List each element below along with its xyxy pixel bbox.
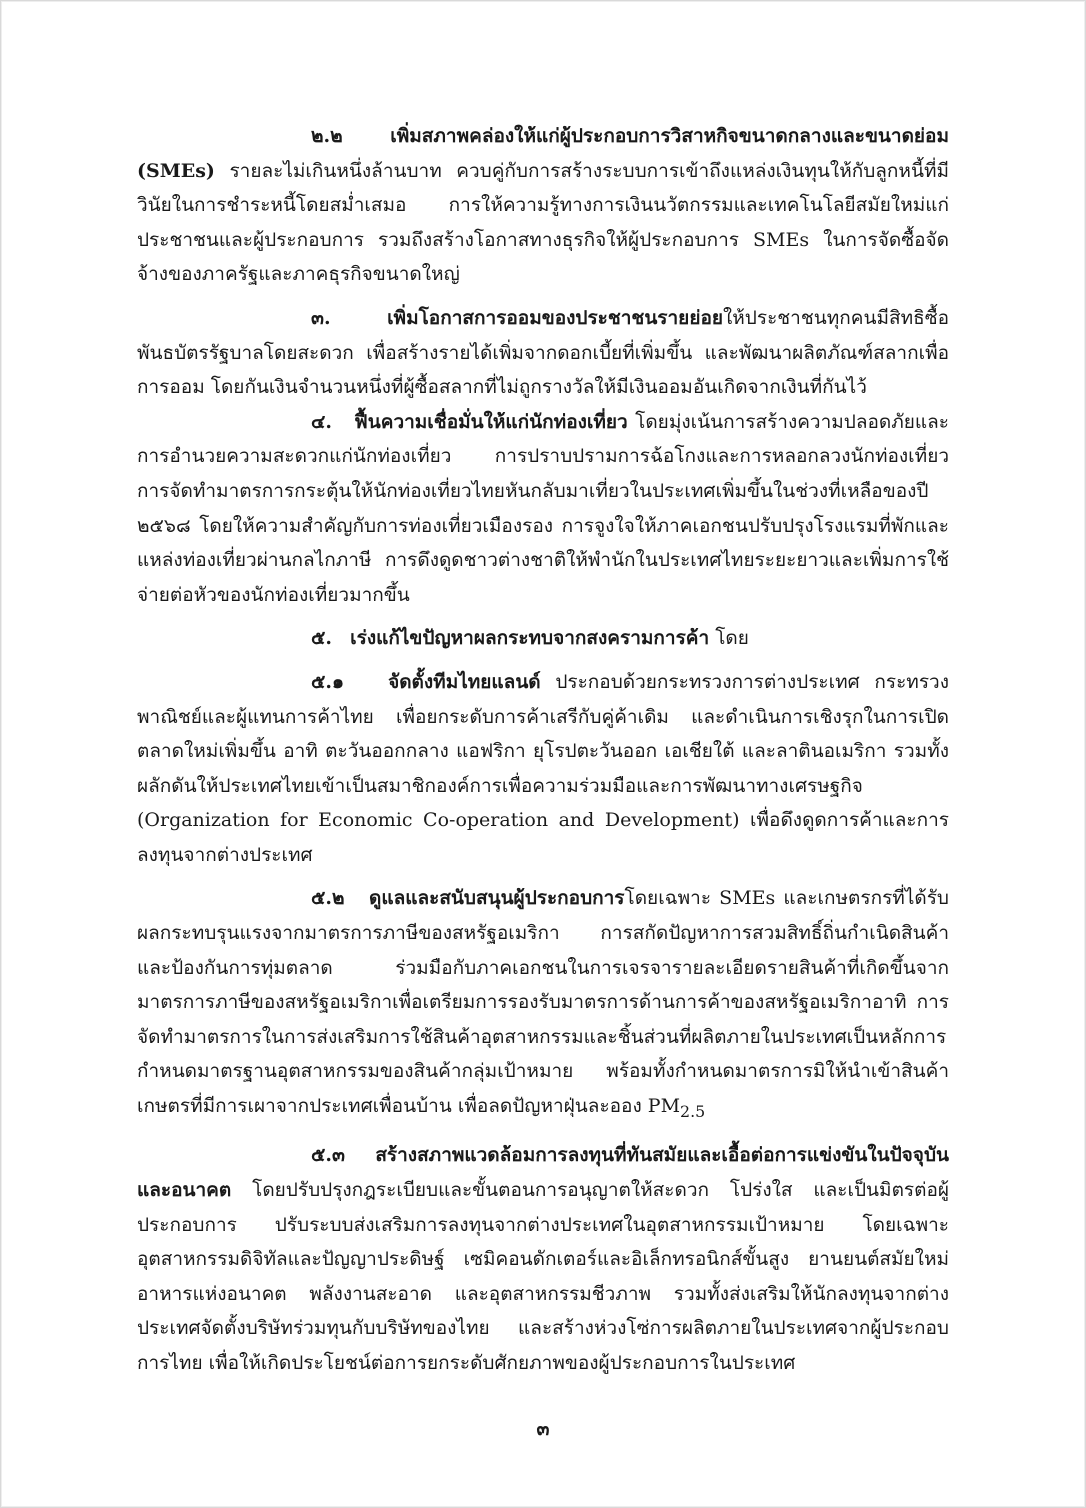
page-number: ๓	[536, 1418, 550, 1440]
paragraph-text: โดยปรับปรุงกฎระเบียบและขั้นตอนการอนุญาตให้สะดวก โปร่งใส และเป็นมิตรต่อผู้ประกอบการ ปรับระบบส่งเสริมการลงทุนจากต่างประเทศในอุตสาหกรรมเป้าหมาย โดยเฉพาะอุตสาหกรรมดิจิทัลและปัญญาประดิษฐ์ เซมิคอนดักเตอร์และอิเล็กทรอนิกส์ขั้นสูง ยานยนต์สมัยใหม่อาหารแห่งอนาคต พลังงานสะอาด และอุตสาหกรรมชีวภาพ รวมทั้งส่งเสริมให้นักลงทุนจากต่างประเทศจัดตั้งบริษัทร่วมทุนกับบริษัทของไทย และสร้างห่วงโซ่การผลิตภายในประเทศจากผู้ประกอบการไทย เพื่อให้เกิดประโยชน์ต่อการยกระดับศักยภาพของผู้ประกอบการในประเทศ	[137, 1179, 949, 1374]
paragraph-number: ๒.๒	[311, 125, 343, 147]
paragraph-heading: ดูแลและสนับสนุนผู้ประกอบการ	[369, 887, 625, 910]
paragraph-number: ๕.๓	[311, 1144, 345, 1167]
paragraph-text: ให้ประชาชนทุกคนมีสิทธิซื้อพันธบัตรรัฐบาลโดยสะดวก เพื่อสร้างรายได้เพิ่มจากดอกเบี้ยที่เพิ่มขึ้น และพัฒนาผลิตภัณฑ์สลากเพื่อการออม โดยกันเงินจำนวนหนึ่งที่ผู้ซื้อสลากที่ไม่ถูกรางวัลให้มีเงินออมอันเกิดจากเงินที่กันไว้	[137, 306, 949, 399]
paragraph-heading: สร้างสภาพแวดล้อมการลงทุนที่ทันสมัยและเอื้อต่อการแข่งขันในปัจจุบันและอนาคต	[137, 1144, 949, 1202]
paragraph-heading: เพิ่มโอกาสการออมของประชาชนรายย่อย	[387, 306, 723, 329]
paragraph-text: ประกอบด้วยกระทรวงการต่างประเทศ กระทรวงพาณิชย์และผู้แทนการค้าไทย เพื่อยกระดับการค้าเสรีกับคู่ค้าเดิม และดำเนินการเชิงรุกในการเปิดตลาดใหม่เพิ่มขึ้น อาทิ ตะวันออกกลาง แอฟริกา ยุโรปตะวันออก เอเชียใต้ และลาตินอเมริกา รวมทั้งผลักดันให้ประเทศไทยเข้าเป็นสมาชิกองค์การเพื่อความร่วมมือและการพัฒนาทางเศรษฐกิจ (Organization for Economic Co-operation and Development) เพื่อดึงดูดการค้าและการลงทุนจากต่างประเทศ	[137, 670, 949, 866]
pm-subscript: 2.5	[680, 1101, 706, 1121]
paragraph-2-2	[137, 119, 949, 292]
paragraph-number: ๕.๒	[311, 887, 345, 910]
paragraph-heading: จัดตั้งทีมไทยแลนด์	[388, 670, 541, 693]
paragraph-text: โดย	[715, 627, 749, 650]
paragraph-5-2	[137, 881, 949, 1129]
paragraph-heading: ฟื้นความเชื่อมั่นให้แก่นักท่องเที่ยว	[354, 410, 628, 433]
paragraph-text: โดยมุ่งเน้นการสร้างความปลอดภัยและการอำนวยความสะดวกแก่นักท่องเที่ยว การปราบปรามการฉ้อโกงและการหลอกลวงนักท่องเที่ยว การจัดทำมาตรการกระตุ้นให้นักท่องเที่ยวไทยหันกลับมาเที่ยวในประเทศเพิ่มขึ้นในช่วงที่เหลือของปี ๒๕๖๘ โดยให้ความสำคัญกับการท่องเที่ยวเมืองรอง การจูงใจให้ภาคเอกชนปรับปรุงโรงแรมที่พักและแหล่งท่องเที่ยวผ่านกลไกภาษี การดึงดูดชาวต่างชาติให้พำนักในประเทศไทยระยะยาวและเพิ่มการใช้จ่ายต่อหัวของนักท่องเที่ยวมากขึ้น	[137, 410, 949, 606]
paragraph-number: ๔.	[311, 410, 332, 433]
paragraph-number: ๕.๑	[311, 670, 345, 693]
paragraph-number: ๓.	[311, 306, 331, 329]
paragraph-number: ๕.	[311, 627, 332, 650]
paragraph-3	[137, 301, 949, 405]
paragraph-5	[137, 621, 949, 656]
paragraph-heading: เร่งแก้ไขปัญหาผลกระทบจากสงครามการค้า	[350, 627, 710, 650]
document-body	[137, 119, 949, 1381]
paragraph-4	[137, 405, 949, 613]
paragraph-text: โดยเฉพาะ SMEs และเกษตรกรที่ได้รับผลกระทบรุนแรงจากมาตรการภาษีของสหรัฐอเมริกา การสกัดปัญหาการสวมสิทธิ์ถิ่นกำเนิดสินค้า และป้องกันการทุ่มตลาด ร่วมมือกับภาคเอกชนในการเจรจารายละเอียดรายสินค้าที่เกิดขึ้นจากมาตรการภาษีของสหรัฐอเมริกาเพื่อเตรียมการรองรับมาตรการด้านการค้าของสหรัฐอเมริกาอาทิ การจัดทำมาตรการในการส่งเสริมการใช้สินค้าอุตสาหกรรมและชิ้นส่วนที่ผลิตภายในประเทศเป็นหลักการกำหนดมาตรฐานอุตสาหกรรมของสินค้ากลุ่มเป้าหมาย พร้อมทั้งกำหนดมาตรการมิให้นำเข้าสินค้าเกษตรที่มีการเผาจากประเทศเพื่อนบ้าน เพื่อลดปัญหาฝุ่นละออง PM	[137, 887, 949, 1118]
paragraph-5-3	[137, 1138, 949, 1380]
paragraph-text: รายละไม่เกินหนึ่งล้านบาท ควบคู่กับการสร้างระบบการเข้าถึงแหล่งเงินทุนให้กับลูกหนี้ที่มีวินัยในการชำระหนี้โดยสม่ำเสมอ การให้ความรู้ทางการเงินนวัตกรรมและเทคโนโลยีสมัยใหม่แก่ประชาชนและผู้ประกอบการ รวมถึงสร้างโอกาสทางธุรกิจให้ผู้ประกอบการ SMEs ในการจัดซื้อจัดจ้างของภาครัฐและภาคธุรกิจขนาดใหญ่	[137, 159, 949, 286]
paragraph-5-1	[137, 665, 949, 873]
paragraph-heading: เพิ่มสภาพคล่องให้แก่ผู้ประกอบการวิสาหกิจขนาดกลางและขนาดย่อม (SMEs)	[137, 125, 949, 182]
